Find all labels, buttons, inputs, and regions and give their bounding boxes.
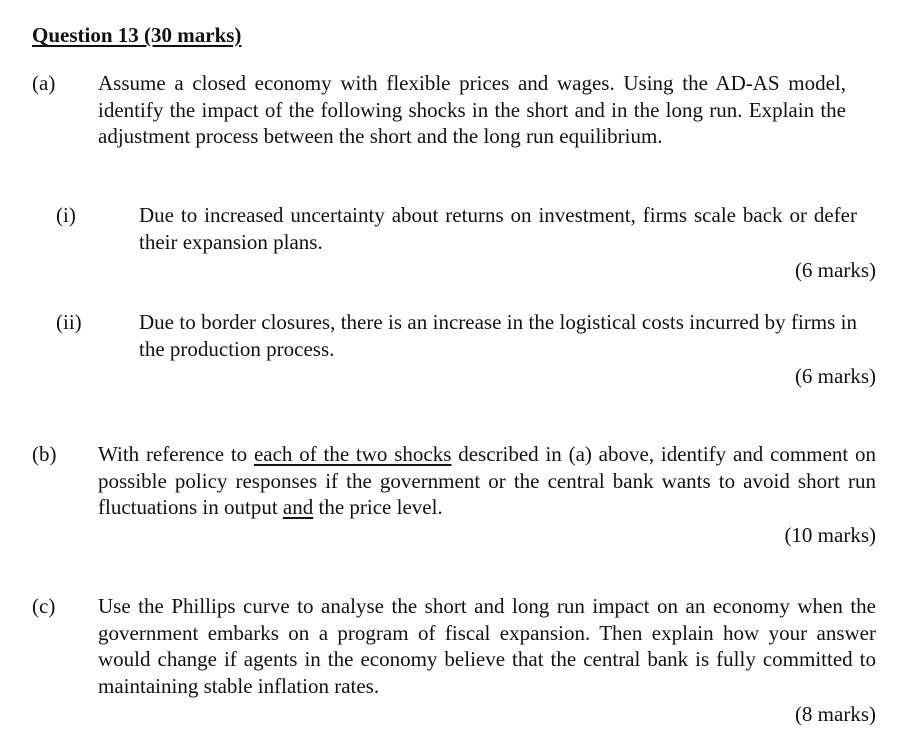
part-a-ii-marks: (6 marks) xyxy=(794,364,876,388)
part-a-ii-text: Due to border closures, there is an increase in the logistical costs incurred by firms in the production process. xyxy=(139,310,857,361)
part-b-text-1: With reference to xyxy=(98,442,254,466)
part-a-i-text: Due to increased uncertainty about returns on investment, firms scale back or defer their expansion plans. xyxy=(139,203,857,254)
part-a-i-marks: (6 marks) xyxy=(794,258,876,282)
part-c-label: (c) xyxy=(32,594,56,618)
part-a-i-label: (i) xyxy=(56,203,76,227)
part-a-text: Assume a closed economy with flexible prices and wages. Using the AD-AS model, identify the impact of the following shocks in the short and in the long run. Explain the adjustment process between the short and the long run equilibrium. xyxy=(98,71,846,148)
part-b-marks: (10 marks) xyxy=(784,523,876,547)
part-a-ii-label: (ii) xyxy=(56,310,82,334)
part-c-text: Use the Phillips curve to analyse the short and long run impact on an economy when the government embarks on a program of fiscal expansion. Then explain how your answer would change if agents in the economy believe that the central bank is fully committed to maintaining stable inflation rates. xyxy=(98,594,876,698)
part-b-text-2: described in (a) above, identify and comment on possible policy responses if the government or the central bank wants to avoid short run fluctuations in output xyxy=(98,442,877,519)
part-b-underlined-1: each of the two shocks xyxy=(253,442,452,466)
part-c-marks: (8 marks) xyxy=(794,702,876,726)
part-b-text-3: the price level. xyxy=(313,495,443,519)
part-b-label: (b) xyxy=(32,442,57,466)
question-title: Question 13 (30 marks) xyxy=(32,23,242,47)
part-b-text xyxy=(98,441,876,521)
part-b-underlined-2: and xyxy=(282,495,314,519)
part-a-label: (a) xyxy=(32,71,56,95)
